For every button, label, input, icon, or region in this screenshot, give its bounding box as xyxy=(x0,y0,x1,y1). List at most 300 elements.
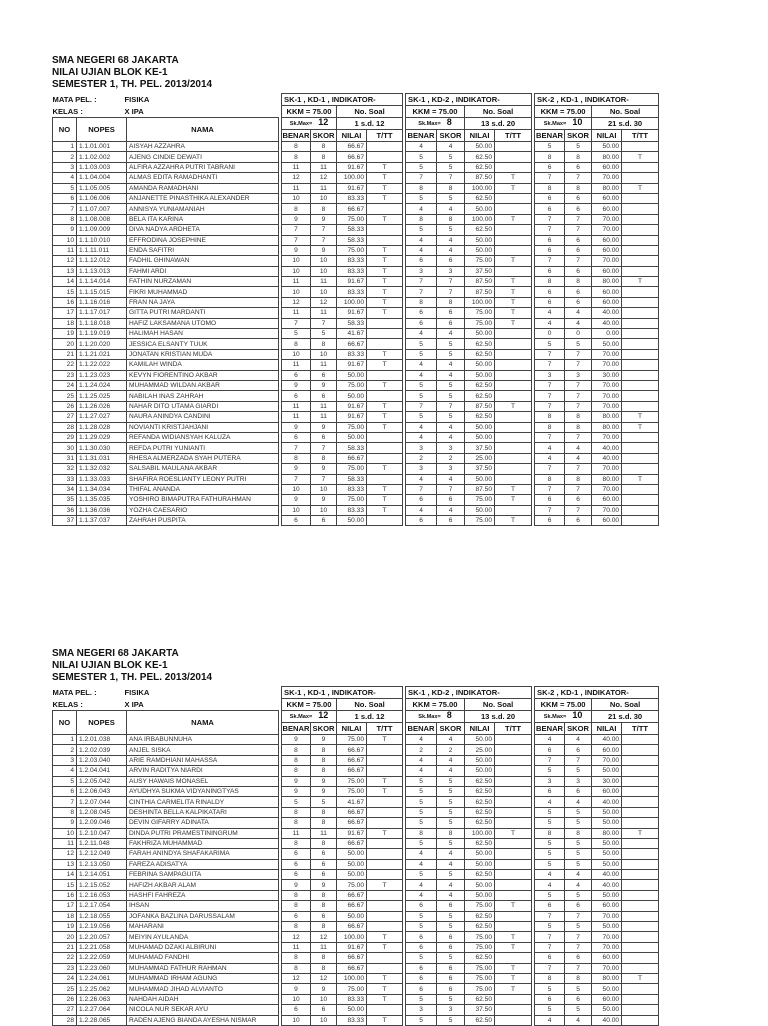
nilai-cell: 66.67 xyxy=(337,818,367,828)
benar-cell: 8 xyxy=(535,277,565,287)
nilai-cell: 80.00 xyxy=(592,412,622,422)
nilai-cell: 75.00 xyxy=(465,318,495,328)
skor-cell: 5 xyxy=(437,776,465,786)
question-range: 1 s.d. 12 xyxy=(337,118,403,130)
column-header-benar: BENAR xyxy=(536,724,564,733)
nilai-cell: 70.00 xyxy=(592,256,622,266)
tt-cell xyxy=(495,807,532,817)
tt-cell xyxy=(495,412,532,422)
table-row xyxy=(53,370,659,380)
skor-cell: 3 xyxy=(565,776,592,786)
table-row xyxy=(53,994,659,1004)
nilai-cell: 50.00 xyxy=(592,1005,622,1015)
nilai-cell: 66.67 xyxy=(337,890,367,900)
tt-cell xyxy=(622,838,659,848)
row-nama: FADHIL GHINAWAN xyxy=(127,256,279,266)
tt-cell xyxy=(622,766,659,776)
benar-cell: 7 xyxy=(406,277,437,287)
nilai-cell: 75.00 xyxy=(337,464,367,474)
benar-cell: 8 xyxy=(282,807,311,817)
row-nopes: 1.2.02.039 xyxy=(77,745,127,755)
row-no: 3 xyxy=(53,162,77,172)
section-title: SK-1 , KD-2 , INDIKATOR- xyxy=(406,687,532,699)
skor-cell: 10 xyxy=(311,349,337,359)
skor-cell: 4 xyxy=(565,880,592,890)
skor-cell: 10 xyxy=(311,256,337,266)
skor-max-label: Sk.Max= xyxy=(289,121,313,127)
nilai-cell: 75.00 xyxy=(465,932,495,942)
table-row xyxy=(53,859,659,869)
tt-cell xyxy=(367,516,403,526)
skor-cell: 8 xyxy=(311,142,337,152)
benar-cell: 7 xyxy=(282,318,311,328)
benar-cell: 10 xyxy=(282,484,311,494)
row-nama: ALFIRA AZZAHRA PUTRI TABRANI xyxy=(127,162,279,172)
nilai-cell: 66.67 xyxy=(337,745,367,755)
skor-cell: 7 xyxy=(565,942,592,952)
tt-cell xyxy=(367,474,403,484)
nilai-cell: 62.50 xyxy=(465,911,495,921)
benar-cell: 9 xyxy=(282,880,311,890)
skor-cell: 7 xyxy=(437,484,465,494)
tt-cell xyxy=(367,225,403,235)
class-info xyxy=(53,699,279,711)
skor-cell: 8 xyxy=(311,963,337,973)
row-no: 8 xyxy=(53,214,77,224)
class-info xyxy=(53,106,279,118)
benar-cell: 4 xyxy=(535,443,565,453)
benar-cell: 4 xyxy=(406,245,437,255)
row-no: 19 xyxy=(53,329,77,339)
skor-cell: 6 xyxy=(565,786,592,796)
tt-cell xyxy=(622,735,659,745)
skor-max-value: 10 xyxy=(572,117,583,127)
column-header-tt: T/TT xyxy=(495,130,532,142)
skor-cell: 12 xyxy=(311,173,337,183)
skor-cell: 0 xyxy=(565,329,592,339)
nilai-cell: 40.00 xyxy=(592,870,622,880)
tt-cell xyxy=(495,142,532,152)
benar-cell: 9 xyxy=(282,495,311,505)
skor-cell: 7 xyxy=(565,505,592,515)
benar-cell: 7 xyxy=(535,932,565,942)
skor-cell: 5 xyxy=(565,859,592,869)
row-nopes: 1.2.12.049 xyxy=(77,849,127,859)
tt-cell xyxy=(495,432,532,442)
tt-cell xyxy=(367,329,403,339)
nilai-cell: 83.33 xyxy=(337,1015,367,1025)
nilai-cell: 75.00 xyxy=(337,984,367,994)
column-header-skor: SKOR xyxy=(311,723,337,735)
row-no: 1 xyxy=(53,142,77,152)
nilai-cell: 62.50 xyxy=(465,797,495,807)
skor-max-label: Sk.Max= xyxy=(289,714,313,720)
row-nama: ZAHRAH PUSPITA xyxy=(127,516,279,526)
tt-cell xyxy=(367,870,403,880)
skor-cell: 8 xyxy=(311,890,337,900)
skor-cell: 4 xyxy=(437,890,465,900)
nilai-cell: 75.00 xyxy=(337,380,367,390)
skor-cell: 7 xyxy=(565,755,592,765)
benar-cell: 8 xyxy=(406,214,437,224)
row-no: 23 xyxy=(53,370,77,380)
tt-cell: T xyxy=(622,152,659,162)
row-no: 6 xyxy=(53,193,77,203)
question-range: 21 s.d. 30 xyxy=(592,711,659,723)
report-block-1 xyxy=(52,55,660,525)
row-nama: GITTA PUTRI MARDANTI xyxy=(127,308,279,318)
nilai-cell: 80.00 xyxy=(592,152,622,162)
row-nopes: 1.2.10.047 xyxy=(77,828,127,838)
tt-cell: T xyxy=(495,318,532,328)
nilai-cell: 91.67 xyxy=(337,308,367,318)
column-header-tt: T/TT xyxy=(622,130,659,142)
tt-cell xyxy=(367,745,403,755)
tt-cell xyxy=(367,838,403,848)
no-soal-label: No. Soal xyxy=(465,699,532,711)
row-no: 25 xyxy=(53,391,77,401)
benar-cell: 4 xyxy=(406,505,437,515)
class-value: X IPA xyxy=(124,106,144,116)
skor-cell: 5 xyxy=(565,984,592,994)
benar-cell: 7 xyxy=(535,963,565,973)
nilai-cell: 62.50 xyxy=(465,870,495,880)
section-title: SK-1 , KD-1 , INDIKATOR- xyxy=(282,94,403,106)
benar-cell: 9 xyxy=(282,380,311,390)
table-row xyxy=(53,963,659,973)
nilai-cell: 60.00 xyxy=(592,901,622,911)
benar-cell: 9 xyxy=(282,786,311,796)
skor-cell: 7 xyxy=(311,225,337,235)
table-row xyxy=(53,339,659,349)
nilai-cell: 50.00 xyxy=(337,911,367,921)
row-no: 35 xyxy=(53,495,77,505)
column-header-nama: NAMA xyxy=(127,118,279,142)
skor-cell: 7 xyxy=(311,474,337,484)
subject-label: MATA PEL. : xyxy=(52,95,97,104)
nilai-cell: 30.00 xyxy=(592,776,622,786)
nilai-cell: 50.00 xyxy=(592,142,622,152)
column-header-nilai: NILAI xyxy=(337,723,367,735)
benar-cell: 8 xyxy=(535,828,565,838)
tt-cell: T xyxy=(367,256,403,266)
benar-cell: 11 xyxy=(282,942,311,952)
tt-cell xyxy=(622,818,659,828)
skor-cell: 9 xyxy=(311,214,337,224)
nilai-cell: 40.00 xyxy=(592,308,622,318)
table-row xyxy=(53,214,659,224)
no-soal-label: No. Soal xyxy=(592,106,659,118)
skor-cell: 8 xyxy=(311,152,337,162)
row-nopes: 1.2.19.056 xyxy=(77,922,127,932)
tt-cell: T xyxy=(495,308,532,318)
tt-cell xyxy=(495,994,532,1004)
nilai-cell: 70.00 xyxy=(592,360,622,370)
tt-cell: T xyxy=(367,266,403,276)
table-row xyxy=(53,838,659,848)
row-nama: JOFANKA BAZLINA DARUSSALAM xyxy=(127,911,279,921)
skor-cell: 7 xyxy=(311,318,337,328)
nilai-cell: 80.00 xyxy=(592,183,622,193)
row-nopes: 1.1.01.001 xyxy=(77,142,127,152)
benar-cell: 4 xyxy=(406,370,437,380)
benar-cell: 6 xyxy=(406,973,437,983)
skor-cell: 8 xyxy=(311,838,337,848)
tt-cell xyxy=(622,432,659,442)
table-row xyxy=(53,297,659,307)
tt-cell xyxy=(622,401,659,411)
benar-cell: 5 xyxy=(535,922,565,932)
tt-cell xyxy=(622,193,659,203)
benar-cell: 6 xyxy=(282,432,311,442)
nilai-cell: 75.00 xyxy=(465,901,495,911)
skor-cell: 4 xyxy=(565,735,592,745)
skor-max-value: 12 xyxy=(318,117,329,127)
nilai-cell: 66.67 xyxy=(337,901,367,911)
skor-cell: 5 xyxy=(437,152,465,162)
skor-cell: 6 xyxy=(311,516,337,526)
kkm-value: KKM = 75.00 xyxy=(535,106,592,118)
tt-cell xyxy=(367,911,403,921)
row-nopes: 1.2.25.062 xyxy=(77,984,127,994)
nilai-cell: 91.67 xyxy=(337,277,367,287)
benar-cell: 5 xyxy=(406,412,437,422)
skor-cell: 8 xyxy=(565,277,592,287)
nilai-cell: 70.00 xyxy=(592,484,622,494)
tt-cell: T xyxy=(495,984,532,994)
nilai-cell: 62.50 xyxy=(465,818,495,828)
benar-cell: 5 xyxy=(535,890,565,900)
tt-cell: T xyxy=(367,401,403,411)
nilai-cell: 91.67 xyxy=(337,162,367,172)
skor-cell: 4 xyxy=(437,422,465,432)
nilai-cell: 62.50 xyxy=(465,225,495,235)
subject-label: MATA PEL. : xyxy=(52,688,97,697)
nilai-cell: 66.67 xyxy=(337,838,367,848)
nilai-cell: 50.00 xyxy=(592,859,622,869)
skor-cell: 7 xyxy=(565,391,592,401)
benar-cell: 7 xyxy=(282,443,311,453)
row-no: 36 xyxy=(53,505,77,515)
table-row xyxy=(53,755,659,765)
benar-cell: 7 xyxy=(535,349,565,359)
no-soal-label: No. Soal xyxy=(337,106,403,118)
table-row xyxy=(53,495,659,505)
column-header-tt: T/TT xyxy=(367,723,403,735)
row-nama: NABILAH INAS ZAHRAH xyxy=(127,391,279,401)
row-nama: BELA ITA KARINA xyxy=(127,214,279,224)
benar-cell: 12 xyxy=(282,297,311,307)
table-row xyxy=(53,256,659,266)
tt-cell xyxy=(367,142,403,152)
row-no: 17 xyxy=(53,308,77,318)
row-nopes: 1.1.34.034 xyxy=(77,484,127,494)
skor-cell: 6 xyxy=(565,994,592,1004)
row-nopes: 1.1.05.005 xyxy=(77,183,127,193)
row-nama: FEBRINA SAMPAGUITA xyxy=(127,870,279,880)
row-nopes: 1.1.16.016 xyxy=(77,297,127,307)
benar-cell: 8 xyxy=(282,953,311,963)
nilai-cell: 91.67 xyxy=(337,401,367,411)
nilai-cell: 83.33 xyxy=(337,505,367,515)
nilai-cell: 66.67 xyxy=(337,807,367,817)
row-nopes: 1.1.22.022 xyxy=(77,360,127,370)
row-nama: MEIYIN AYULANDA xyxy=(127,932,279,942)
skor-cell: 6 xyxy=(311,432,337,442)
column-header-nama: NAMA xyxy=(127,711,279,735)
skor-cell: 4 xyxy=(437,735,465,745)
skor-max xyxy=(282,711,337,723)
benar-cell: 5 xyxy=(535,818,565,828)
skor-cell: 7 xyxy=(565,401,592,411)
nilai-cell: 37.50 xyxy=(465,266,495,276)
nilai-cell: 50.00 xyxy=(592,984,622,994)
tt-cell xyxy=(622,349,659,359)
benar-cell: 6 xyxy=(282,870,311,880)
row-nama: MAHARANI xyxy=(127,922,279,932)
tt-cell xyxy=(495,360,532,370)
benar-cell: 7 xyxy=(535,484,565,494)
row-nopes: 1.1.20.020 xyxy=(77,339,127,349)
row-no: 5 xyxy=(53,183,77,193)
tt-cell xyxy=(367,953,403,963)
benar-cell: 4 xyxy=(406,432,437,442)
nilai-cell: 66.67 xyxy=(337,963,367,973)
no-soal-label: No. Soal xyxy=(337,699,403,711)
question-range: 13 s.d. 20 xyxy=(465,118,532,130)
row-nama: ANJANETTE PINASTHIKA ALEXANDER xyxy=(127,193,279,203)
nilai-cell: 60.00 xyxy=(592,235,622,245)
row-nama: ALMAS EDITA RAMADHANTI xyxy=(127,173,279,183)
skor-cell: 4 xyxy=(437,432,465,442)
skor-cell: 7 xyxy=(437,401,465,411)
row-no: 2 xyxy=(53,745,77,755)
row-nopes: 1.1.03.003 xyxy=(77,162,127,172)
no-soal-label: No. Soal xyxy=(465,106,532,118)
row-nopes: 1.1.19.019 xyxy=(77,329,127,339)
skor-cell: 6 xyxy=(311,911,337,921)
nilai-cell: 83.33 xyxy=(337,484,367,494)
table-row xyxy=(53,360,659,370)
row-no: 18 xyxy=(53,318,77,328)
row-nama: SHAFIRA ROESLIANTY LEONY PUTRI xyxy=(127,474,279,484)
skor-max xyxy=(282,118,337,130)
tt-cell xyxy=(622,266,659,276)
table-row xyxy=(53,443,659,453)
nilai-cell: 75.00 xyxy=(337,776,367,786)
benar-cell: 11 xyxy=(282,412,311,422)
tt-cell: T xyxy=(622,828,659,838)
skor-cell: 9 xyxy=(311,495,337,505)
nilai-cell: 75.00 xyxy=(465,973,495,983)
skor-cell: 11 xyxy=(311,942,337,952)
benar-cell: 10 xyxy=(282,193,311,203)
benar-cell: 8 xyxy=(406,297,437,307)
skor-cell: 8 xyxy=(311,953,337,963)
benar-cell: 6 xyxy=(535,204,565,214)
tt-cell xyxy=(622,911,659,921)
row-no: 24 xyxy=(53,973,77,983)
row-no: 23 xyxy=(53,963,77,973)
row-nama: REFANDA WIDIANSYAH KALUZA xyxy=(127,432,279,442)
nilai-cell: 50.00 xyxy=(465,422,495,432)
skor-cell: 5 xyxy=(437,953,465,963)
benar-cell: 7 xyxy=(535,225,565,235)
table-row xyxy=(53,245,659,255)
report-block-2 xyxy=(52,648,660,1024)
tt-cell xyxy=(367,370,403,380)
nilai-cell: 50.00 xyxy=(337,391,367,401)
benar-cell: 5 xyxy=(282,797,311,807)
row-nama: FRAN NA JAYA xyxy=(127,297,279,307)
tt-cell xyxy=(367,818,403,828)
nilai-cell: 50.00 xyxy=(337,432,367,442)
kkm-value: KKM = 75.00 xyxy=(535,699,592,711)
skor-cell: 5 xyxy=(437,193,465,203)
row-no: 25 xyxy=(53,984,77,994)
tt-cell: T xyxy=(622,277,659,287)
row-nopes: 1.2.07.044 xyxy=(77,797,127,807)
table-row xyxy=(53,474,659,484)
benar-cell: 5 xyxy=(535,984,565,994)
skor-cell: 10 xyxy=(311,266,337,276)
benar-cell: 4 xyxy=(406,329,437,339)
tt-cell xyxy=(495,464,532,474)
tt-cell: T xyxy=(495,183,532,193)
benar-cell: 4 xyxy=(535,797,565,807)
benar-cell: 6 xyxy=(535,901,565,911)
row-no: 7 xyxy=(53,204,77,214)
table-row xyxy=(53,183,659,193)
row-nopes: 1.1.26.026 xyxy=(77,401,127,411)
nilai-cell: 50.00 xyxy=(592,922,622,932)
column-header-benar: BENAR xyxy=(407,724,435,733)
skor-cell: 8 xyxy=(311,818,337,828)
benar-cell: 7 xyxy=(535,173,565,183)
tt-cell xyxy=(495,880,532,890)
nilai-cell: 58.33 xyxy=(337,235,367,245)
benar-cell: 4 xyxy=(535,308,565,318)
column-header-nopes: NOPES xyxy=(77,118,127,142)
table-row xyxy=(53,349,659,359)
nilai-cell: 100.00 xyxy=(337,973,367,983)
tt-cell xyxy=(495,766,532,776)
row-nopes: 1.1.18.018 xyxy=(77,318,127,328)
row-no: 11 xyxy=(53,838,77,848)
tt-cell: T xyxy=(495,256,532,266)
nilai-cell: 58.33 xyxy=(337,318,367,328)
skor-cell: 5 xyxy=(437,412,465,422)
table-row xyxy=(53,422,659,432)
row-no: 20 xyxy=(53,932,77,942)
section-title: SK-1 , KD-2 , INDIKATOR- xyxy=(406,94,532,106)
tt-cell xyxy=(622,755,659,765)
tt-cell xyxy=(622,256,659,266)
row-nama: NAHAR DITO UTAMA GIARDI xyxy=(127,401,279,411)
benar-cell: 6 xyxy=(535,953,565,963)
skor-cell: 4 xyxy=(437,849,465,859)
benar-cell: 6 xyxy=(282,859,311,869)
benar-cell: 6 xyxy=(535,266,565,276)
row-no: 19 xyxy=(53,922,77,932)
nilai-cell: 37.50 xyxy=(465,1005,495,1015)
skor-max-label: Sk.Max= xyxy=(418,121,441,127)
skor-cell: 6 xyxy=(437,256,465,266)
nilai-cell: 60.00 xyxy=(592,266,622,276)
skor-cell: 5 xyxy=(565,922,592,932)
nilai-cell: 91.67 xyxy=(337,942,367,952)
benar-cell: 8 xyxy=(282,142,311,152)
